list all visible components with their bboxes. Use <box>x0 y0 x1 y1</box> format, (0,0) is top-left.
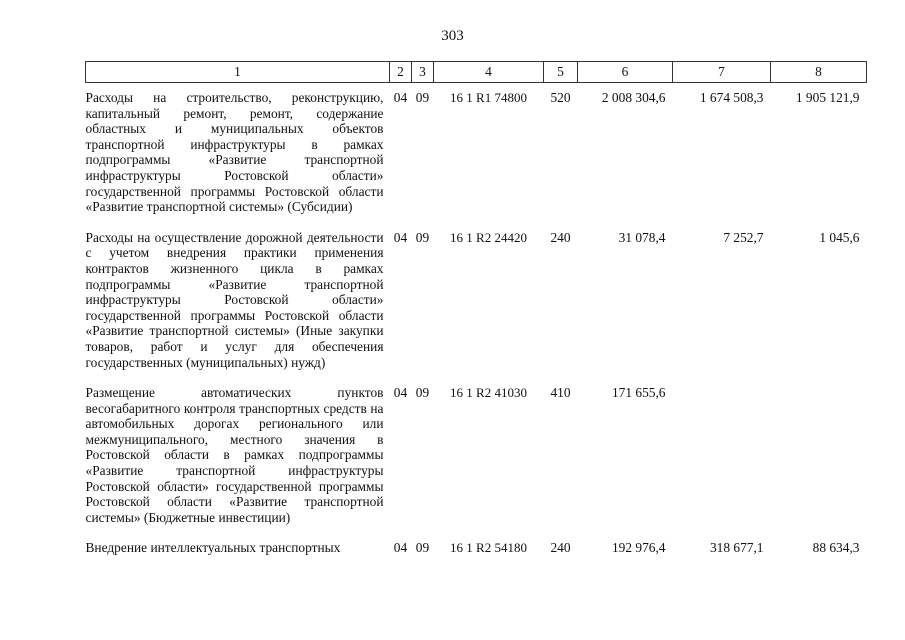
row-subsection: 09 <box>415 540 430 556</box>
row-description: Внедрение интеллектуальных транспортных <box>85 540 341 556</box>
table-row <box>86 83 867 215</box>
row-description: Размещение автоматических пунктов весогабаритного контроля транспортных средств на автомобильных дорогах регионального или межмуниципального, местного значения в Ростовской области в рамках подпрограммы «Развитие транспортной инфраструктуры Ростовской области» государственной программы Ростовской области «Развитие транспортной системы» (Бюджетные инвестиции) <box>85 385 384 525</box>
row-amount-2 <box>673 370 771 525</box>
row-amount-3 <box>771 370 867 525</box>
row-amount-1: 171 655,6 <box>611 385 666 401</box>
column-header-amount-2: 7 <box>673 62 771 83</box>
row-target-article: 16 1 R2 24420 <box>450 229 527 245</box>
row-target-article: 16 1 R2 41030 <box>450 385 527 401</box>
row-target-article: 16 1 R1 74800 <box>450 90 527 105</box>
row-amount-2: 1 674 508,3 <box>699 90 764 105</box>
row-subsection: 09 <box>415 385 430 401</box>
row-amount-1: 31 078,4 <box>618 229 666 245</box>
row-amount-2: 318 677,1 <box>709 540 764 556</box>
row-expense-type: 520 <box>550 90 571 105</box>
row-description: Расходы на строительство, реконструкцию, капитальный ремонт, ремонт, содержание областных и муниципальных объектов транспортной инфраструктуры в рамках подпрограммы «Развитие транспортной инфраструктуры Ростовской области» государственной программы Ростовской области «Развитие транспортной системы» (Субсидии) <box>85 90 384 215</box>
table-row <box>86 215 867 370</box>
row-target-article: 16 1 R2 54180 <box>450 540 527 556</box>
row-amount-2: 7 252,7 <box>723 229 764 245</box>
row-amount-3: 1 045,6 <box>819 229 860 245</box>
column-header-target-article: 4 <box>434 62 544 83</box>
page-number: 303 <box>441 28 464 44</box>
row-amount-1: 192 976,4 <box>611 540 666 556</box>
row-amount-3: 1 905 121,9 <box>795 90 860 105</box>
column-header-amount-3: 8 <box>771 62 867 83</box>
row-expense-type: 240 <box>550 540 571 556</box>
row-description: Расходы на осуществление дорожной деятельности с учетом внедрения практики применения контрактов жизненного цикла в рамках подпрограммы «Развитие транспортной инфраструктуры Ростовской области» государственной программы Ростовской области «Развитие транспортной системы» (Иные закупки товаров, работ и услуг для обеспечения государственных (муниципальных) нужд) <box>85 229 384 370</box>
column-header-section: 2 <box>390 62 412 83</box>
column-header-amount-1: 6 <box>578 62 673 83</box>
row-section: 04 <box>393 90 408 105</box>
column-header-expense-type: 5 <box>544 62 578 83</box>
table-header <box>86 62 867 83</box>
row-section: 04 <box>393 540 408 556</box>
table-row <box>86 370 867 525</box>
row-section: 04 <box>393 385 408 401</box>
row-expense-type: 410 <box>550 385 571 401</box>
row-amount-3: 88 634,3 <box>812 540 860 556</box>
row-expense-type: 240 <box>550 229 571 245</box>
row-subsection: 09 <box>415 229 430 245</box>
row-subsection: 09 <box>415 90 430 105</box>
column-header-subsection: 3 <box>412 62 434 83</box>
row-amount-1: 2 008 304,6 <box>601 90 666 105</box>
table-row <box>86 525 867 556</box>
column-header-description: 1 <box>86 62 390 83</box>
row-section: 04 <box>393 229 408 245</box>
budget-table <box>85 61 867 556</box>
